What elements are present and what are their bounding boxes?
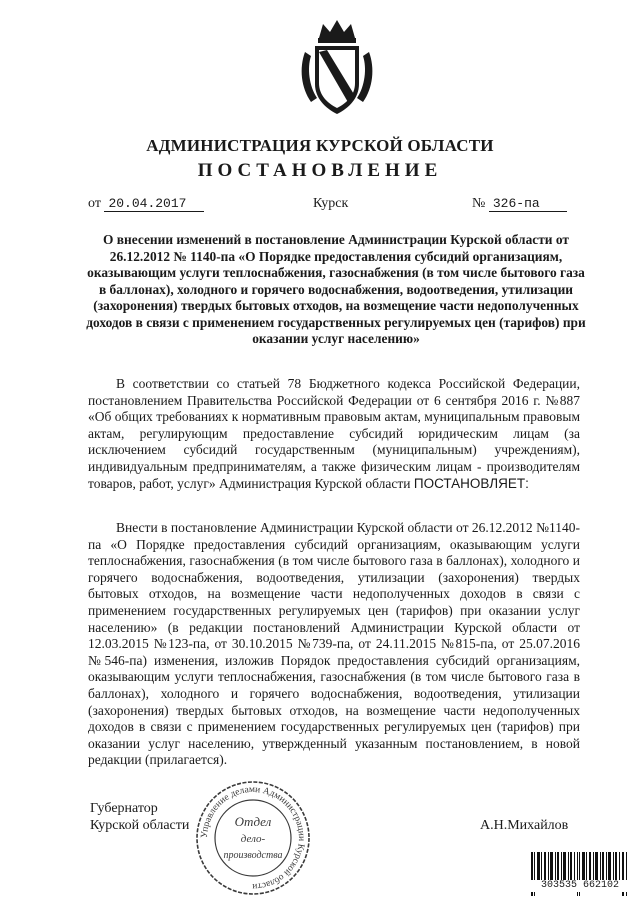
date-prefix: от: [88, 196, 101, 211]
document-city: Курск: [313, 196, 349, 211]
signatory-title: [90, 800, 189, 834]
signatory-name: А.Н.Михайлов: [480, 818, 569, 833]
number-prefix: №: [472, 196, 486, 211]
coat-of-arms-icon: [297, 18, 377, 118]
stamp-center-line1: Отдел: [234, 814, 272, 829]
document-type-title: ПОСТАНОВЛЕНИЕ: [197, 160, 443, 181]
barcode-number: 303535 662102: [530, 880, 630, 892]
organization-title: АДМИНИСТРАЦИЯ КУРСКОЙ ОБЛАСТИ: [146, 136, 494, 155]
document-heading: О внесении изменений в постановление Администрации Курской области от 26.12.2012 № 1140-па «О Порядке предоставления субсидий организациям, оказывающим услуги теплоснабжения, газоснабжения (в том числе бытового газа в баллонах), холодного и горячего водоснабжения, водоотведения, утилизации (захоронения) твердых бытовых отходов, на возмещение части недополученных доходов в связи с применением государственных регулируемых цен (тарифов) при оказании услуг населению»: [86, 232, 586, 346]
stamp-center-line3: производства: [223, 850, 283, 861]
paragraph-resolution: Внести в постановление Администрации Курской области от 26.12.2012 №1140-па «О Порядке предоставления субсидий организациям, оказывающим услуги теплоснабжения, газоснабжения (в том числе бытового газа в баллонах), холодного и горячего водоснабжения, водоотведения, утилизации (захоронения) твердых бытовых отходов, на возмещение части недополученных доходов в связи с применением государственных регулируемых цен (тарифов) при оказании услуг населению» (в редакции постановлений Администрации Курской области от 12.03.2015 №123-па, от 30.10.2015 №739-па, от 24.11.2015 №815-па, от 25.07.2016 №546-па) изменения, изложив Порядок предоставления субсидий организациям, оказывающим услуги теплоснабжения, газоснабжения (в том числе бытового газа в баллонах), холодного и горячего водоснабжения, водоотведения, утилизации (захоронения) твердых бытовых отходов, на возмещение части недополученных доходов в связи с применением государственных регулируемых цен (тарифов) при оказании услуг населению, утвержденный указанным постановлением, в новой редакции (прилагается).: [88, 520, 580, 768]
stamp-center-line2: дело-: [240, 833, 266, 845]
document-date: 20.04.2017: [104, 196, 204, 212]
document-number-row: [472, 196, 567, 212]
paragraph-preamble: [88, 376, 580, 492]
signatory-title-line1: Губернатор: [90, 801, 158, 816]
decree-word: ПОСТАНОВЛЯЕТ:: [413, 475, 529, 491]
office-stamp: [193, 778, 313, 898]
stamp-ring-text: Управление делами Администрации Курской области: [199, 784, 307, 892]
signatory-title-line2: Курской области: [90, 818, 190, 833]
document-number: 326-па: [489, 196, 567, 212]
preamble-text: В соответствии со статьей 78 Бюджетного кодекса Российской Федерации, постановлением Правительства Российской Федерации от 6 сентября 2016 г. №887 «Об общих требованиях к нормативным правовым актам, муниципальным правовым актам, регулирующим предоставление субсидий юридическим лицам (за исключением субсидий государственным (муниципальным) учреждениям), индивидуальным предпринимателям, а также физическим лицам - производителям товаров, работ, услуг» Администрация Курской области: [88, 376, 580, 491]
document-date-row: [88, 196, 204, 212]
